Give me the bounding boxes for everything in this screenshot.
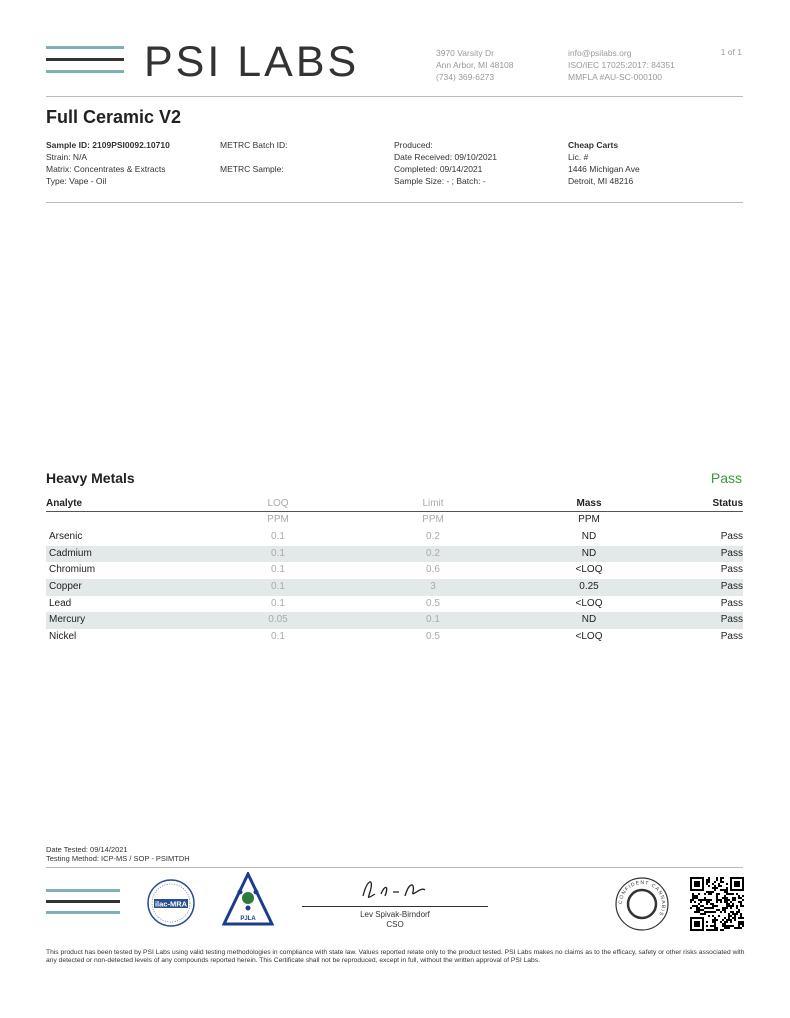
cell-analyte: Lead [49, 597, 72, 609]
section-status-badge: Pass [710, 470, 742, 486]
brand-logo-text: PSI LABS [144, 38, 360, 86]
table-row [46, 612, 743, 629]
sample-info [46, 139, 170, 187]
header-divider [46, 96, 743, 97]
cell-mass: ND [581, 531, 597, 542]
units-row [46, 512, 743, 528]
metrc-sample: METRC Sample: [220, 164, 284, 174]
cell-status: Pass [720, 614, 743, 626]
confident-cannabis-seal-icon [614, 876, 670, 932]
client-city: Detroit, MI 48216 [568, 176, 634, 186]
cell-status: Pass [720, 547, 743, 559]
mmfla-license: MMFLA #AU-SC-000100 [568, 72, 663, 82]
cell-loq: 0.1 [271, 631, 285, 643]
ilac-mra-logo-icon [146, 878, 196, 928]
header-mass: Mass [576, 498, 602, 509]
cell-analyte: Copper [49, 581, 82, 593]
address-phone: (734) 369-6273 [436, 72, 495, 82]
cell-mass: ND [581, 547, 597, 559]
table-row [46, 579, 743, 596]
table-row [46, 562, 743, 579]
header-analyte: Analyte [46, 498, 83, 509]
strain: Strain: N/A [46, 152, 88, 162]
iso-accreditation: ISO/IEC 17025:2017: 84351 [568, 60, 675, 70]
page-number: 1 of 1 [720, 47, 742, 57]
signature-line [302, 906, 488, 907]
ilac-label: ilac-MRA [154, 899, 188, 909]
cell-mass: <LOQ [575, 564, 603, 576]
cell-analyte: Cadmium [49, 547, 92, 559]
cell-loq: 0.1 [271, 597, 285, 609]
pjla-logo-icon [222, 872, 274, 930]
cell-limit: 0.1 [426, 614, 440, 626]
unit-mass: PPM [578, 514, 600, 525]
cell-loq: 0.1 [271, 581, 285, 593]
cell-loq: 0.1 [271, 531, 285, 542]
svg-text:CONFIDENT CANNABIS [618, 880, 666, 917]
section-title: Heavy Metals [46, 470, 135, 486]
produced: Produced: [394, 140, 433, 150]
address-line: 3970 Varsity Dr [436, 48, 494, 58]
signer-name: Lev Spivak-Birndorf [360, 910, 430, 919]
cell-mass: <LOQ [575, 631, 603, 643]
date-tested: Date Tested: 09/14/2021 [46, 845, 128, 854]
header-limit: Limit [422, 498, 444, 509]
lab-email: info@psilabs.org [568, 48, 632, 58]
heavy-metals-table [46, 498, 743, 646]
cell-limit: 0.5 [426, 631, 440, 643]
disclaimer: This product has been tested by PSI Labs using valid testing methodologies in compliance with state law. Values reported relate only to the product tested. PSI Labs makes no claims as to the efficacy, safety or other risks associated with any detected or non-detected levels of any compounds reported herein. This Certificate shall not be reproduced, except in full, without the written approval of PSI Labs. [46, 949, 745, 964]
cell-analyte: Arsenic [49, 531, 83, 542]
cell-mass: 0.25 [579, 581, 599, 593]
table-row [46, 529, 743, 546]
cell-analyte: Mercury [49, 614, 86, 626]
cell-mass: <LOQ [575, 597, 603, 609]
table-body [46, 529, 743, 646]
seal-text: CONFIDENT CANNABIS [617, 879, 667, 918]
matrix: Matrix: Concentrates & Extracts [46, 164, 166, 174]
sample-id: Sample ID: 2109PSI0092.10710 [46, 140, 170, 150]
info-divider [46, 202, 743, 203]
address-line: Ann Arbor, MI 48108 [436, 60, 514, 70]
test-meta [46, 845, 190, 863]
type: Type: Vape - Oil [46, 176, 107, 186]
signature-icon [355, 876, 435, 902]
cell-status: Pass [720, 597, 743, 609]
lab-address [436, 47, 514, 83]
dates-info [394, 139, 497, 187]
cell-mass: ND [581, 614, 597, 626]
table-row [46, 596, 743, 613]
client-name: Cheap Carts [568, 140, 619, 150]
cell-status: Pass [720, 531, 743, 542]
cell-limit: 0.5 [426, 597, 440, 609]
qr-code-icon[interactable] [690, 877, 744, 931]
date-received: Date Received: 09/10/2021 [394, 152, 498, 162]
cell-loq: 0.05 [268, 614, 288, 626]
lab-contact [568, 47, 675, 83]
signer [302, 910, 488, 930]
cell-limit: 3 [430, 581, 436, 593]
cell-status: Pass [720, 631, 743, 643]
footer-divider [46, 867, 743, 868]
unit-limit: PPM [422, 514, 444, 525]
cell-analyte: Chromium [49, 564, 96, 576]
table-row [46, 629, 743, 646]
cell-analyte: Nickel [49, 631, 77, 643]
header-loq: LOQ [267, 498, 289, 509]
cell-loq: 0.1 [271, 547, 285, 559]
pjla-label: PJLA [240, 916, 256, 922]
client-info [568, 139, 640, 187]
metrc-batch-id: METRC Batch ID: [220, 140, 288, 150]
cell-limit: 0.6 [426, 564, 440, 576]
table-header [46, 498, 743, 512]
cell-loq: 0.1 [271, 564, 285, 576]
cell-limit: 0.2 [426, 547, 440, 559]
cell-limit: 0.2 [426, 531, 440, 542]
metrc-info [220, 139, 288, 175]
spacer [220, 151, 288, 163]
psi-logo-lines-icon [46, 46, 124, 82]
sample-size: Sample Size: - ; Batch: - [394, 176, 486, 186]
date-completed: Completed: 09/14/2021 [394, 164, 483, 174]
psi-footer-logo-icon [46, 889, 120, 922]
unit-loq: PPM [267, 514, 289, 525]
client-license: Lic. # [568, 152, 589, 162]
product-title: Full Ceramic V2 [46, 107, 182, 127]
testing-method: Testing Method: ICP-MS / SOP - PSIMTDH [46, 854, 190, 863]
header-status: Status [712, 498, 743, 509]
signer-title: CSO [386, 920, 404, 929]
client-street: 1446 Michigan Ave [568, 164, 640, 174]
table-row [46, 546, 743, 563]
cell-status: Pass [720, 581, 743, 593]
cell-status: Pass [720, 564, 743, 576]
